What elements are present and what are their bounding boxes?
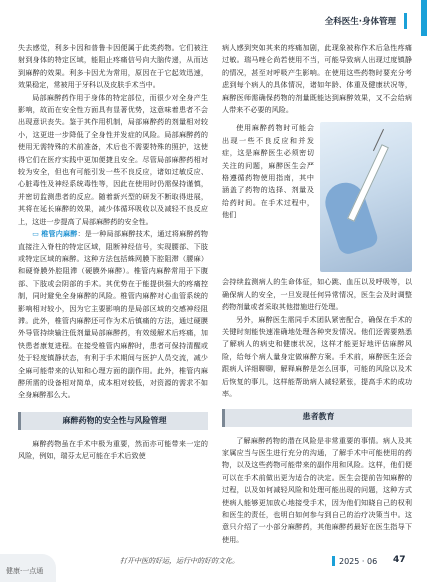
header-accent-stripe <box>421 0 427 36</box>
right-column <box>222 42 412 546</box>
issue-label <box>332 556 377 566</box>
right-paragraph-2: 会持续监测病人的生命体征，如心跳、血压以及呼吸等，以确保病人的安全，一旦发现任何异常情况，医生会及时调整药物剂量或者采取其他措施进行处理。 <box>222 277 412 312</box>
term-spinal-anesthesia: 椎管内麻醉 <box>41 229 78 239</box>
page-header <box>325 6 407 36</box>
footer-brand: 健康·一点通 <box>6 567 44 575</box>
term-definition: ：是一种局部麻醉技术，通过将麻醉药物直接注入脊柱的特定区域，阻断神经信号，实现腰部、下肢或特定区域的麻醉。这种方法包括蛛网膜下腔阻滞（腰麻）和硬脊膜外腔阻滞（硬膜外麻醉）。椎管内麻醉常用于下腹部、下肢或会阴部的手术。其优势在于能提供强大的疼痛控制，同时避免全身麻醉的风险。椎管内麻醉对心血管系统的影响相对较小，因为它主要影响的是局部区域的交感神经阻滞。此外，椎管内麻醉还可作为术后镇痛的方法，通过硬膜外导管持续输注低剂量局部麻醉药，有效缓解术后疼痛，加快患者康复进程。在接受椎管内麻醉时，患者可保持清醒或处于轻度镇静状态，有利于手术期间与医护人员交流，减少全麻可能带来的认知和心理方面的副作用。此外，椎管内麻醉所需的设备相对简单，成本相对较低，对资源的需求不如全身麻醉那么大。 <box>18 229 209 400</box>
term-bullet-icon: ▭ <box>32 230 39 239</box>
right-paragraph-1: 病人感到突如其来的疼痛加剧，此现象被称作术后急性疼痛过敏。瑞马唑仑尚若使用不当，可能导致病人出现过度镇静的情况，甚至对呼吸产生影响。在使用这些药物时要充分考虑到每个病人的具体情况，诸如年龄、体重及健康状况等，麻醉医师需确保药物的剂量既能达到麻醉效果，又不会给病人带来不必要的风险。 <box>222 43 412 115</box>
issue-date: 2025 · 06 <box>339 556 378 566</box>
image-side-text <box>222 122 314 272</box>
image-text-row <box>222 122 412 272</box>
right-paragraph-4: 了解麻醉药物的潜在风险是非常重要的事情。病人及其家属应当与医生进行充分的沟通，了解手术中可能使用的药物，以及这些药物可能带来的副作用和风险。这样，他们便可以在手术前做出更为适合的决定。医生会提前告知麻醉的过程，以及如何减轻风险和处理可能出现的问题，这种方式使病人能够更加放心地接受手术，因为他们知晓自己的权利和医生的责任，也明白如何参与到自己的治疗决策当中。这意只介绍了一小部分麻醉药，其他麻醉药最好在医生指导下使用。 <box>222 435 412 544</box>
left-column <box>18 42 208 463</box>
section-heading-safety <box>18 412 208 430</box>
section-heading-patient-education <box>222 409 412 427</box>
page-footer <box>0 548 427 583</box>
header-accent-bar <box>404 13 407 29</box>
footer-motto: 打开中医的好运，运行中的好的文化。 <box>120 557 239 565</box>
right-paragraph-3: 另外，麻醉医生需同手术团队紧密配合，确保在手术的关键时刻能快速准确地处理各种突发情况。他们还需要熟悉了解病人的病史和健康状况，这样才能更好地评估麻醉风险，给每个病人量身定做麻醉方案。手术前，麻醉医生还会跟病人详细聊聊，解释麻醉是怎么回事，可能的风险以及术后恢复的事儿，这样能帮助病人减轻紧张，提高手术的成功率。 <box>222 314 412 399</box>
page-number: 47 <box>393 555 406 565</box>
left-paragraph-2: 局部麻醉药作用于身体的特定部位，而很少对全身产生影响，故而在安全性方面具有显著优势，这意味着患者不会出现意识丧失。鉴于其作用机制，局部麻醉药的剂量相对较小，这更进一步降低了全身性并发症的风险。局部麻醉药的使用无需特殊的术前准备，术后也不需要特殊的照护，这使得它们在医疗实践中更加便捷且安全。尽管局部麻醉药相对较为安全，但也有可能引发一些不良反应，诸如过敏反应、心脏毒性及神经系统毒性等，因此在使用时仍需保持谨慎，并密切监测患者的反应。随着新兴型的研发不断取得进展，其将在延长麻醉的效果，减少体循环吸收以及减轻不良反应上，这进一步提高了局部麻醉药的安全性。 <box>18 92 208 226</box>
image-side-paragraph: 使用麻醉药物时可能会出现一些不良反应和并发症，这是麻醉医生必须密切关注的问题，麻醉医生会严格遵循药物使用指南，其中涵盖了药物的选择、剂量及给药时间。在手术过程中，他们 <box>222 123 314 220</box>
column-brand: 全科医生·身体管理 <box>324 17 396 27</box>
left-paragraph-3 <box>18 228 208 402</box>
issue-accent-tick <box>332 556 335 566</box>
syringe-photo <box>320 122 412 272</box>
section-title-patient-education: 患者教育 <box>302 412 335 422</box>
left-paragraph-1: 失去感觉，利多卡因和普鲁卡因便属于此类药物。它们被注射到身体的特定区域，能阻止疼痛信号向大脑传递，从而达到麻醉的效果。利多卡因尤为常用，原因在于它起效迅速，效果稳定，常被用于牙科以及皮肤手术当中。 <box>18 43 208 90</box>
left-paragraph-4: 麻醉药物虽在手术中极为重要，然而亦可能带来一定的风险，例如，瑞芬太尼可能在手术后致使 <box>18 438 208 461</box>
section-title-safety: 麻醉药物的安全性与风险管理 <box>62 415 167 425</box>
